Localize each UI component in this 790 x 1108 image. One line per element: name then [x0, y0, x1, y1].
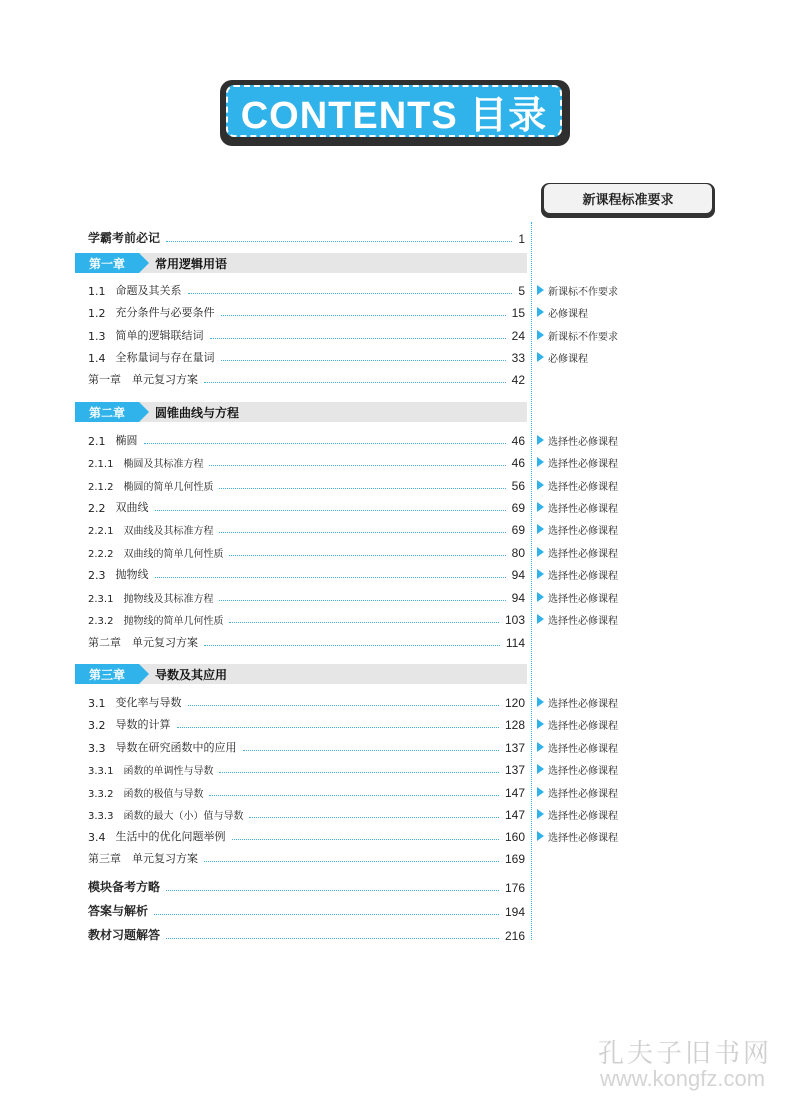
- toc-entry[interactable]: [88, 228, 525, 246]
- toc-entry[interactable]: [88, 519, 525, 537]
- toc-entry-number: 1.2: [88, 307, 106, 320]
- toc-entry-page: 216: [504, 929, 525, 943]
- standard-requirement-text: 选择性必修课程: [548, 832, 618, 844]
- toc-entry-number: 3.2: [88, 719, 106, 732]
- toc-entry-number: 2.2: [88, 502, 106, 515]
- toc-entry-page: 114: [505, 636, 525, 650]
- standard-requirement: [537, 829, 618, 843]
- dot-leader: [229, 622, 499, 623]
- toc-entry-title: 模块备考方略: [88, 880, 161, 894]
- toc-entry-title: 抛物线的简单几何性质: [123, 616, 224, 627]
- toc-entry-page: 137: [504, 741, 525, 755]
- triangle-bullet-icon: [537, 285, 544, 295]
- toc-entry-title: 函数的最大（小）值与导数: [123, 811, 244, 822]
- toc-entry[interactable]: [88, 925, 525, 943]
- column-divider: [531, 222, 532, 940]
- toc-entry[interactable]: [88, 737, 525, 755]
- standard-requirement: [537, 740, 618, 754]
- toc-entry-number: 2.3.1: [88, 594, 114, 605]
- toc-entry-page: 33: [511, 351, 525, 365]
- toc-entry-page: 194: [504, 905, 525, 919]
- toc-entry-title: 导数在研究函数中的应用: [115, 741, 237, 754]
- standards-heading: 新课程标准要求: [544, 184, 712, 213]
- toc-entry-title: 第一章 单元复习方案: [88, 373, 198, 386]
- toc-entry-number: 2.2.1: [88, 526, 114, 537]
- chapter-title: 圆锥曲线与方程: [155, 405, 240, 420]
- standard-requirement: [537, 305, 588, 319]
- toc-entry[interactable]: [88, 782, 525, 800]
- triangle-bullet-icon: [537, 809, 544, 819]
- toc-entry[interactable]: [88, 848, 525, 866]
- toc-entry-title: 充分条件与必要条件: [115, 306, 215, 319]
- toc-entry-number: 3.3.1: [88, 766, 114, 777]
- toc-entry-page: 46: [511, 456, 525, 470]
- toc-entry-number: 2.1: [88, 435, 106, 448]
- toc-entry[interactable]: [88, 804, 525, 822]
- standard-requirement: [537, 762, 618, 776]
- dot-leader: [188, 293, 513, 294]
- toc-entry[interactable]: [88, 369, 525, 387]
- dot-leader: [155, 577, 506, 578]
- standard-requirement-text: 选择性必修课程: [548, 436, 618, 448]
- standard-requirement: [537, 590, 618, 604]
- dot-leader: [221, 360, 506, 361]
- toc-entry[interactable]: [88, 564, 525, 582]
- watermark-text: 孔夫子旧书网: [598, 1039, 773, 1069]
- standard-requirement-text: 选择性必修课程: [548, 788, 618, 800]
- toc-entry-number: 3.3: [88, 742, 106, 755]
- dot-leader: [219, 772, 499, 773]
- toc-entry-title: 椭圆及其标准方程: [123, 459, 204, 470]
- toc-entry-page: 103: [504, 613, 525, 627]
- toc-entry-number: 1.4: [88, 352, 106, 365]
- toc-entry-page: 137: [504, 763, 525, 777]
- toc-entry[interactable]: [88, 325, 525, 343]
- standard-requirement: [537, 807, 618, 821]
- dot-leader: [221, 315, 506, 316]
- toc-entry-title: 导数的计算: [115, 718, 171, 731]
- dot-leader: [204, 861, 499, 862]
- triangle-bullet-icon: [537, 831, 544, 841]
- standard-requirement: [537, 500, 618, 514]
- toc-entry[interactable]: [88, 347, 525, 365]
- toc-entry-number: 3.3.3: [88, 811, 114, 822]
- watermark-url: www.kongfz.com: [600, 1066, 766, 1091]
- standard-requirement-text: 选择性必修课程: [548, 810, 618, 822]
- triangle-bullet-icon: [537, 719, 544, 729]
- toc-entry-number: 3.1: [88, 697, 106, 710]
- toc-entry-title: 答案与解析: [88, 904, 149, 918]
- standard-requirement: [537, 785, 618, 799]
- chapter-title: 导数及其应用: [155, 667, 228, 682]
- dot-leader: [204, 382, 506, 383]
- triangle-bullet-icon: [537, 307, 544, 317]
- toc-entry-number: 2.1.1: [88, 459, 114, 470]
- dot-leader: [249, 817, 499, 818]
- chapter-tag: 第一章: [75, 253, 139, 273]
- triangle-bullet-icon: [537, 592, 544, 602]
- standard-requirement-text: 必修课程: [548, 353, 588, 365]
- toc-entry[interactable]: [88, 632, 525, 650]
- triangle-bullet-icon: [537, 435, 544, 445]
- standard-requirement: [537, 350, 588, 364]
- toc-entry[interactable]: [88, 826, 525, 844]
- standard-requirement: [537, 522, 618, 536]
- dot-leader: [177, 727, 499, 728]
- toc-entry[interactable]: [88, 587, 525, 605]
- standard-requirement-text: 选择性必修课程: [548, 503, 618, 515]
- chapter-header: [75, 664, 527, 684]
- toc-entry-title: 函数的极值与导数: [123, 789, 204, 800]
- dot-leader: [209, 465, 505, 466]
- standard-requirement: [537, 612, 618, 626]
- toc-entry-number: 2.3: [88, 569, 106, 582]
- dot-leader: [229, 555, 505, 556]
- toc-entry-title: 双曲线的简单几何性质: [123, 549, 224, 560]
- toc-entry-title: 抛物线: [115, 568, 149, 581]
- toc-entry[interactable]: [88, 609, 525, 627]
- triangle-bullet-icon: [537, 742, 544, 752]
- chapter-tag: 第三章: [75, 664, 139, 684]
- toc-entry[interactable]: [88, 497, 525, 515]
- dot-leader: [154, 914, 499, 915]
- standard-requirement-text: 选择性必修课程: [548, 615, 618, 627]
- dot-leader: [209, 795, 499, 796]
- toc-entry[interactable]: [88, 901, 525, 919]
- triangle-bullet-icon: [537, 547, 544, 557]
- toc-entry-number: 1.1: [88, 285, 106, 298]
- triangle-bullet-icon: [537, 352, 544, 362]
- toc-entry-number: 3.3.2: [88, 789, 114, 800]
- standard-requirement-text: 选择性必修课程: [548, 458, 618, 470]
- toc-entry-page: 24: [511, 329, 525, 343]
- toc-entry-title: 全称量词与存在量词: [115, 351, 215, 364]
- toc-entry-page: 94: [511, 568, 525, 582]
- standard-requirement-text: 必修课程: [548, 308, 588, 320]
- toc-entry-page: 160: [504, 830, 525, 844]
- standard-requirement: [537, 567, 618, 581]
- standard-requirement: [537, 433, 618, 447]
- dot-leader: [144, 443, 506, 444]
- toc-entry-title: 命题及其关系: [115, 284, 182, 297]
- standard-requirement-text: 选择性必修课程: [548, 593, 618, 605]
- toc-entry[interactable]: [88, 430, 525, 448]
- toc-entry-number: 3.4: [88, 831, 106, 844]
- toc-entry-number: 1.3: [88, 330, 106, 343]
- triangle-bullet-icon: [537, 614, 544, 624]
- toc-entry-page: 128: [504, 718, 525, 732]
- standard-requirement-text: 选择性必修课程: [548, 548, 618, 560]
- toc-entry[interactable]: [88, 302, 525, 320]
- standard-requirement-text: 新课标不作要求: [548, 331, 618, 343]
- triangle-bullet-icon: [537, 569, 544, 579]
- dot-leader: [166, 890, 499, 891]
- standard-requirement-text: 选择性必修课程: [548, 525, 618, 537]
- toc-entry-title: 双曲线及其标准方程: [123, 526, 214, 537]
- dot-leader: [219, 600, 505, 601]
- triangle-bullet-icon: [537, 330, 544, 340]
- standard-requirement: [537, 695, 618, 709]
- toc-entry-page: 80: [511, 546, 525, 560]
- toc-entry[interactable]: [88, 692, 525, 710]
- chapter-header: [75, 253, 527, 273]
- toc-entry-title: 第二章 单元复习方案: [88, 636, 198, 649]
- chapter-title: 常用逻辑用语: [155, 256, 228, 271]
- toc-entry-title: 椭圆的简单几何性质: [123, 482, 214, 493]
- toc-entry-title: 第三章 单元复习方案: [88, 852, 198, 865]
- standard-requirement-text: 选择性必修课程: [548, 765, 618, 777]
- triangle-bullet-icon: [537, 764, 544, 774]
- toc-entry-page: 42: [511, 373, 525, 387]
- standard-requirement: [537, 328, 618, 342]
- toc-entry-page: 56: [511, 479, 525, 493]
- standard-requirement: [537, 717, 618, 731]
- triangle-bullet-icon: [537, 697, 544, 707]
- toc-entry[interactable]: [88, 452, 525, 470]
- toc-entry-title: 教材习题解答: [88, 928, 161, 942]
- toc-entry-title: 生活中的优化问题举例: [115, 830, 226, 843]
- dot-leader: [188, 705, 499, 706]
- toc-entry-page: 120: [504, 696, 525, 710]
- toc-entry-page: 169: [504, 852, 525, 866]
- page-title: CONTENTS 目录: [240, 94, 548, 137]
- standard-requirement-text: 选择性必修课程: [548, 743, 618, 755]
- toc-entry[interactable]: [88, 475, 525, 493]
- dot-leader: [166, 938, 499, 939]
- toc-entry[interactable]: [88, 714, 525, 732]
- dot-leader: [166, 241, 512, 242]
- dot-leader: [219, 532, 505, 533]
- toc-entry[interactable]: [88, 280, 525, 298]
- dot-leader: [219, 488, 505, 489]
- toc-entry-number: 2.3.2: [88, 616, 114, 627]
- triangle-bullet-icon: [537, 457, 544, 467]
- triangle-bullet-icon: [537, 787, 544, 797]
- toc-entry[interactable]: [88, 759, 525, 777]
- toc-entry-title: 双曲线: [115, 501, 149, 514]
- toc-entry-title: 简单的逻辑联结词: [115, 329, 204, 342]
- standard-requirement-text: 新课标不作要求: [548, 286, 618, 298]
- toc-entry-page: 46: [511, 434, 525, 448]
- toc-entry-page: 147: [504, 786, 525, 800]
- toc-entry-title: 椭圆: [115, 434, 138, 447]
- toc-entry[interactable]: [88, 877, 525, 895]
- dot-leader: [243, 750, 499, 751]
- toc-entry-page: 147: [504, 808, 525, 822]
- chapter-tag: 第二章: [75, 402, 139, 422]
- triangle-bullet-icon: [537, 524, 544, 534]
- toc-entry-page: 69: [511, 523, 525, 537]
- standard-requirement-text: 选择性必修课程: [548, 720, 618, 732]
- dot-leader: [210, 338, 506, 339]
- toc-entry-page: 176: [504, 881, 525, 895]
- chapter-header: [75, 402, 527, 422]
- dot-leader: [204, 645, 500, 646]
- dot-leader: [232, 839, 499, 840]
- toc-entry-page: 1: [518, 232, 525, 246]
- toc-entry-title: 变化率与导数: [115, 696, 182, 709]
- standard-requirement: [537, 545, 618, 559]
- standard-requirement: [537, 455, 618, 469]
- standard-requirement-text: 选择性必修课程: [548, 570, 618, 582]
- toc-entry-page: 69: [511, 501, 525, 515]
- standard-requirement: [537, 283, 618, 297]
- dot-leader: [155, 510, 506, 511]
- toc-entry-page: 94: [511, 591, 525, 605]
- standard-requirement-text: 选择性必修课程: [548, 481, 618, 493]
- toc-entry-number: 2.1.2: [88, 482, 114, 493]
- title-banner-inner: [226, 85, 562, 137]
- toc-entry-page: 5: [518, 284, 525, 298]
- toc-entry[interactable]: [88, 542, 525, 560]
- toc-entry-number: 2.2.2: [88, 549, 114, 560]
- triangle-bullet-icon: [537, 480, 544, 490]
- standard-requirement: [537, 478, 618, 492]
- toc-entry-title: 函数的单调性与导数: [123, 766, 214, 777]
- triangle-bullet-icon: [537, 502, 544, 512]
- toc-entry-title: 学霸考前必记: [88, 231, 161, 245]
- toc-entry-page: 15: [511, 306, 525, 320]
- standard-requirement-text: 选择性必修课程: [548, 698, 618, 710]
- toc-entry-title: 抛物线及其标准方程: [123, 594, 214, 605]
